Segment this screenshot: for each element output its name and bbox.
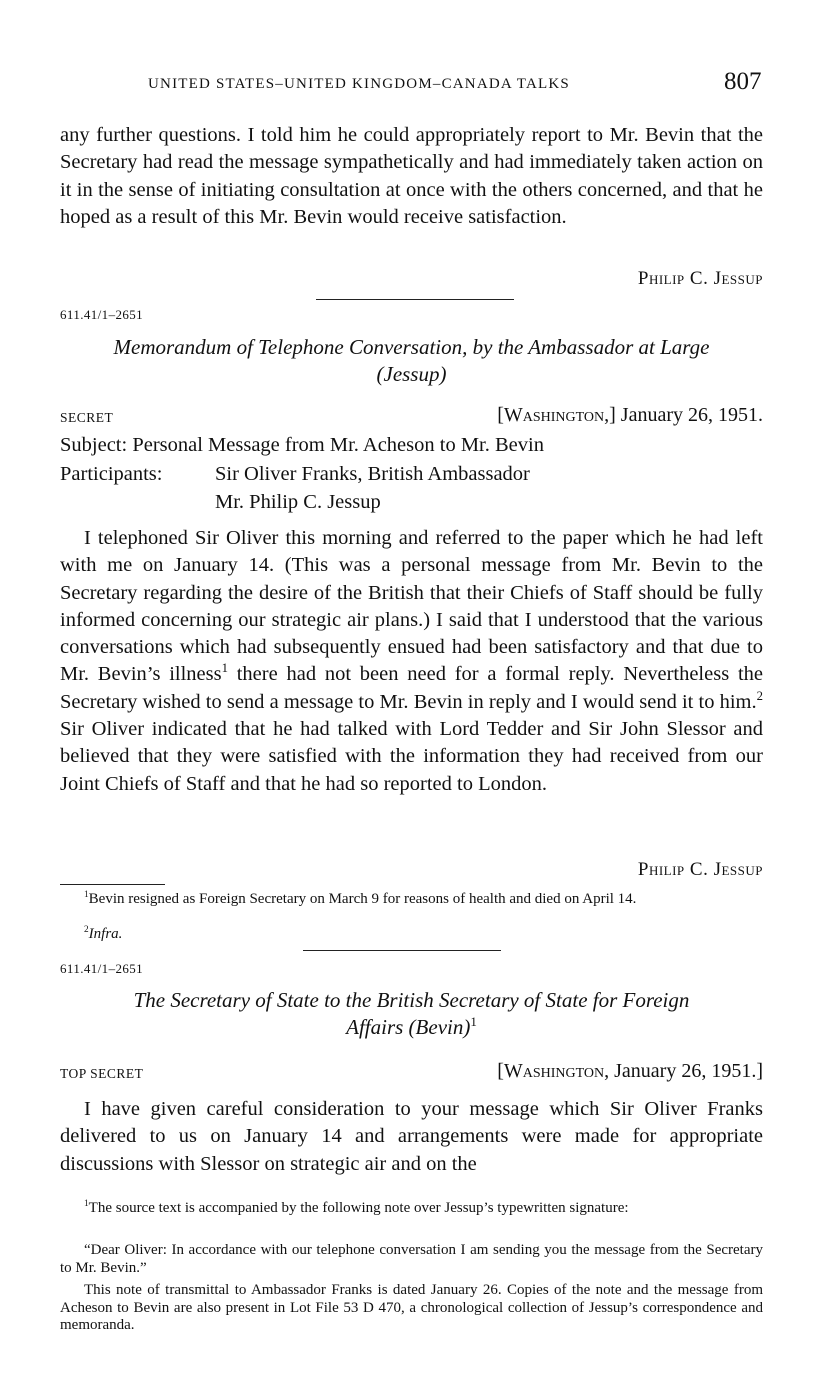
document-title [60, 987, 763, 1041]
running-head: UNITED STATES–UNITED KINGDOM–CANADA TALKS [148, 76, 570, 92]
message-body: I have given careful consideration to your message which Sir Oliver Franks delivered to us on January 14 and arrangements were made for appropriate discussions with Slessor on strategic air and on the [60, 1098, 763, 1175]
dateline [497, 404, 763, 427]
divider-rule [316, 299, 514, 300]
footnote-text: Bevin resigned as Foreign Secretary on March 9 for reasons of health and died on April 14. [88, 891, 637, 907]
subject-line [60, 434, 544, 457]
dateline [497, 1060, 763, 1083]
continued-paragraph: any further questions. I told him he could appropriately report to Mr. Bevin that the Secretary had read the message sympathetically and had immediately taken action on it in the sense of initiating consultation at once with the others concerned, and that he hoped as a result of this Mr. Bevin would receive satisfaction. [60, 124, 763, 228]
footnote-ref: 1 [221, 661, 228, 676]
body-text: there had not been need for a formal reply. Nevertheless the Secretary wished to send a message to Mr. Bevin in reply and I would send it to him. [60, 663, 763, 713]
footnote-1 [60, 891, 763, 909]
classification-label: SECRET [60, 410, 114, 425]
participants-label: Participants: [60, 463, 163, 485]
footnote-mark: 2 [84, 925, 89, 935]
signature-jessup-2: Philip C. Jessup [637, 859, 763, 880]
footnote-source-text [60, 1200, 763, 1218]
page-number: 807 [724, 68, 762, 95]
body-text: I telephoned Sir Oliver this morning and referred to the paper which he had left with me on January 14. (This was a personal message from Mr. Bevin to the Secretary regarding the desire of the British that their Chiefs of Staff should be fully informed concerning our strategic air plans.) I said that I understood that the various conversations which had subsequently ensued had been satisfactory and that due to Mr. Bevin’s illness [60, 527, 763, 686]
footnote-letter-quote: “Dear Oliver: In accordance with our telephone conversation I am sending you the message from the Secretary to Mr. Bevin.” [60, 1242, 763, 1276]
file-number: 611.41/1–2651 [60, 307, 144, 322]
participant-jessup: Mr. Philip C. Jessup [215, 491, 381, 513]
title-line: (Jessup) [376, 362, 447, 386]
classification-label: TOP SECRET [60, 1066, 144, 1081]
footnote-mark: 1 [84, 1199, 89, 1209]
signature-jessup-1: Philip C. Jessup [637, 268, 763, 289]
dateline-place: [Washington,] [497, 404, 616, 426]
title-line [60, 1014, 763, 1041]
subject-label: Subject: [60, 434, 128, 456]
title-text: Affairs (Bevin) [346, 1015, 471, 1039]
footnote-mark: 1 [84, 890, 89, 900]
dateline-place: [Washington, [497, 1060, 610, 1082]
body-text: Sir Oliver indicated that he had talked with Lord Tedder and Sir John Slessor and believed that they were satisfied with the information they had received from our Joint Chiefs of Staff and that he had so reported to London. [60, 718, 763, 795]
participant-franks: Sir Oliver Franks, British Ambassador [215, 463, 530, 485]
title-line: Memorandum of Telephone Conversation, by the Ambassador at Large [113, 335, 710, 359]
footnote-ref: 1 [470, 1014, 477, 1029]
divider-rule [303, 950, 501, 951]
footnote-rule [60, 884, 165, 885]
file-number: 611.41/1–2651 [60, 961, 144, 976]
footnote-text: The source text is accompanied by the following note over Jessup’s typewritten signature: [88, 1200, 629, 1216]
footnote-text: Infra. [88, 926, 123, 942]
dateline-date: January 26, 1951. [620, 404, 763, 426]
document-title [60, 334, 763, 388]
memorandum-body [60, 525, 763, 798]
title-line: The Secretary of State to the British Secretary of State for Foreign [133, 988, 690, 1012]
dateline-date: January 26, 1951.] [614, 1060, 763, 1082]
footnote-transmittal-note: This note of transmittal to Ambassador Franks is dated January 26. Copies of the note and the message from Acheson to Bevin are also present in Lot File 53 D 470, a chronological collection of Jessup’s correspondence and memoranda. [60, 1282, 763, 1333]
footnote-ref: 2 [756, 688, 763, 703]
footnote-2 [84, 926, 122, 944]
subject-text: Personal Message from Mr. Acheson to Mr. Bevin [132, 434, 544, 456]
